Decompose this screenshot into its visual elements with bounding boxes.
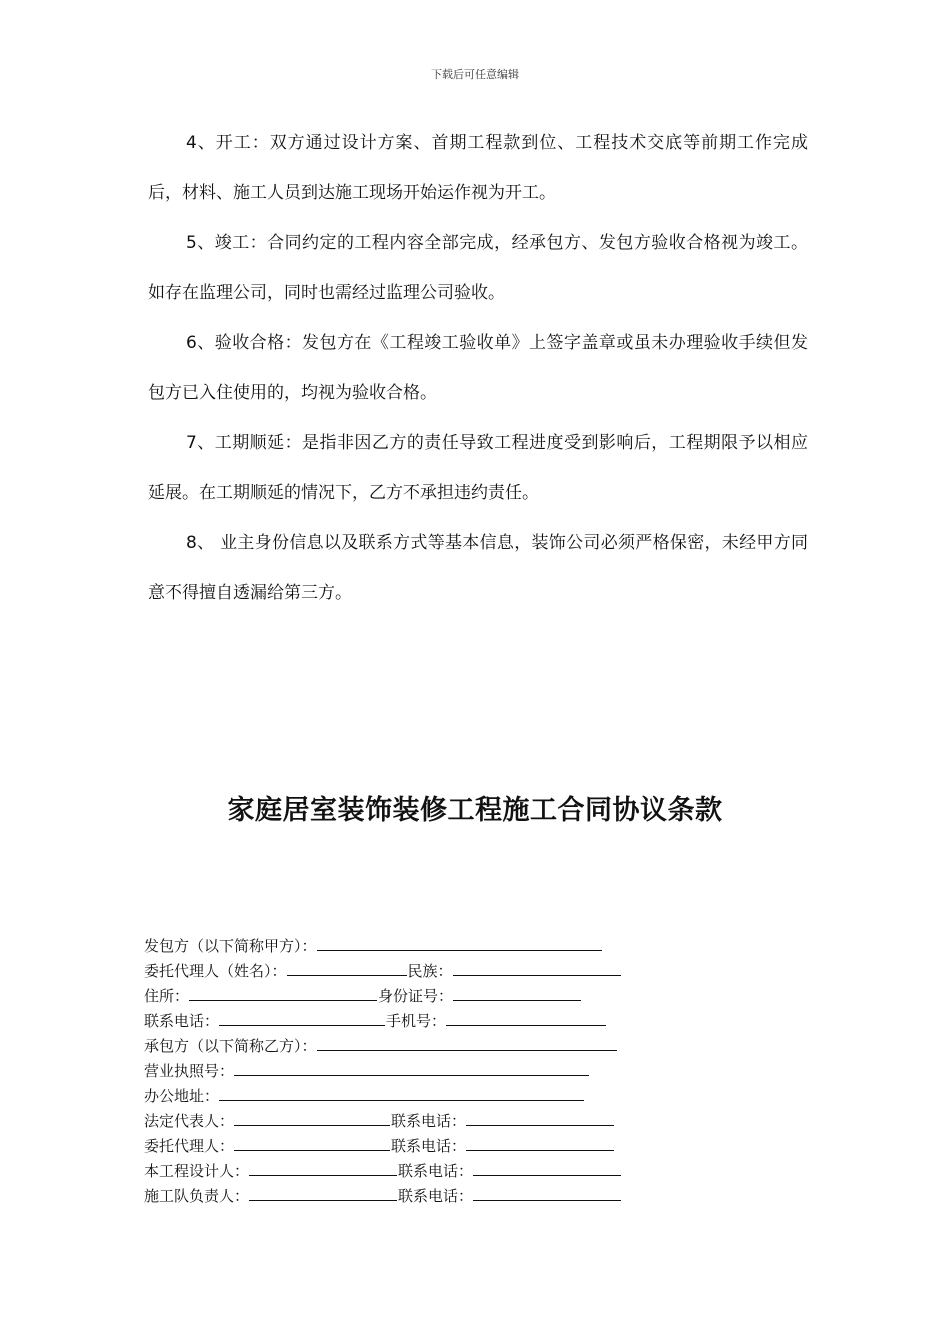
contractor-label: 承包方（以下简称乙方）：: [144, 1037, 317, 1055]
id-number-blank[interactable]: [453, 985, 581, 1001]
legal-rep-blank[interactable]: [234, 1110, 390, 1126]
agent-name-blank[interactable]: [287, 960, 407, 976]
agent-blank[interactable]: [234, 1135, 390, 1151]
phone-row: [144, 1009, 824, 1034]
agent-name-label: 委托代理人（姓名）：: [144, 962, 287, 980]
legal-rep-label: 法定代表人：: [144, 1112, 235, 1130]
mobile-label: 手机号：: [386, 1012, 447, 1030]
employer-label: 发包方（以下简称甲方）：: [144, 937, 317, 955]
agent-phone-blank[interactable]: [466, 1135, 614, 1151]
contractor-row: [144, 1034, 824, 1059]
designer-blank[interactable]: [249, 1160, 397, 1176]
legal-rep-phone-label: 联系电话：: [391, 1112, 467, 1130]
clause-6: 6、验收合格：发包方在《工程竣工验收单》上签字盖章或虽未办理验收手续但发包方已入住使用的，均视为验收合格。: [148, 333, 808, 403]
page-header-note: 下载后可任意编辑: [431, 68, 519, 81]
agent-label: 委托代理人：: [144, 1137, 235, 1155]
address-label: 住所：: [144, 987, 190, 1005]
mobile-blank[interactable]: [446, 1010, 606, 1026]
id-number-label: 身份证号：: [378, 987, 454, 1005]
team-lead-blank[interactable]: [249, 1185, 397, 1201]
agent-name-row: [144, 959, 824, 984]
legal-rep-row: [144, 1109, 824, 1134]
ethnicity-label: 民族：: [407, 962, 453, 980]
team-lead-phone-label: 联系电话：: [398, 1187, 474, 1205]
designer-phone-label: 联系电话：: [398, 1162, 474, 1180]
clause-7: 7、工期顺延：是指非因乙方的责任导致工程进度受到影响后，工程期限予以相应延展。在工期顺延的情况下，乙方不承担违约责任。: [148, 433, 808, 503]
contract-clauses: [148, 118, 808, 618]
phone-blank[interactable]: [219, 1010, 385, 1026]
ethnicity-blank[interactable]: [453, 960, 621, 976]
designer-label: 本工程设计人：: [144, 1162, 250, 1180]
office-address-blank[interactable]: [219, 1085, 584, 1101]
employer-blank[interactable]: [317, 935, 602, 951]
office-address-row: [144, 1084, 824, 1109]
document-title: 家庭居室装饰装修工程施工合同协议条款: [227, 795, 723, 826]
phone-label: 联系电话：: [144, 1012, 220, 1030]
office-address-label: 办公地址：: [144, 1087, 220, 1105]
designer-phone-blank[interactable]: [473, 1160, 621, 1176]
team-lead-label: 施工队负责人：: [144, 1187, 250, 1205]
contractor-blank[interactable]: [317, 1035, 617, 1051]
party-info-form: [144, 934, 824, 1209]
address-row: [144, 984, 824, 1009]
clause-8: 8、 业主身份信息以及联系方式等基本信息，装饰公司必须严格保密，未经甲方同意不得擅自透漏给第三方。: [148, 533, 808, 603]
license-row: [144, 1059, 824, 1084]
license-blank[interactable]: [234, 1060, 589, 1076]
legal-rep-phone-blank[interactable]: [466, 1110, 614, 1126]
address-blank[interactable]: [189, 985, 377, 1001]
team-lead-row: [144, 1184, 824, 1209]
clause-4: 4、开工：双方通过设计方案、首期工程款到位、工程技术交底等前期工作完成后，材料、施工人员到达施工现场开始运作视为开工。: [148, 133, 808, 203]
employer-row: [144, 934, 824, 959]
agent-phone-label: 联系电话：: [391, 1137, 467, 1155]
team-lead-phone-blank[interactable]: [473, 1185, 621, 1201]
designer-row: [144, 1159, 824, 1184]
clause-5: 5、竣工：合同约定的工程内容全部完成，经承包方、发包方验收合格视为竣工。如存在监理公司，同时也需经过监理公司验收。: [148, 233, 808, 303]
agent-row: [144, 1134, 824, 1159]
license-label: 营业执照号：: [144, 1062, 235, 1080]
